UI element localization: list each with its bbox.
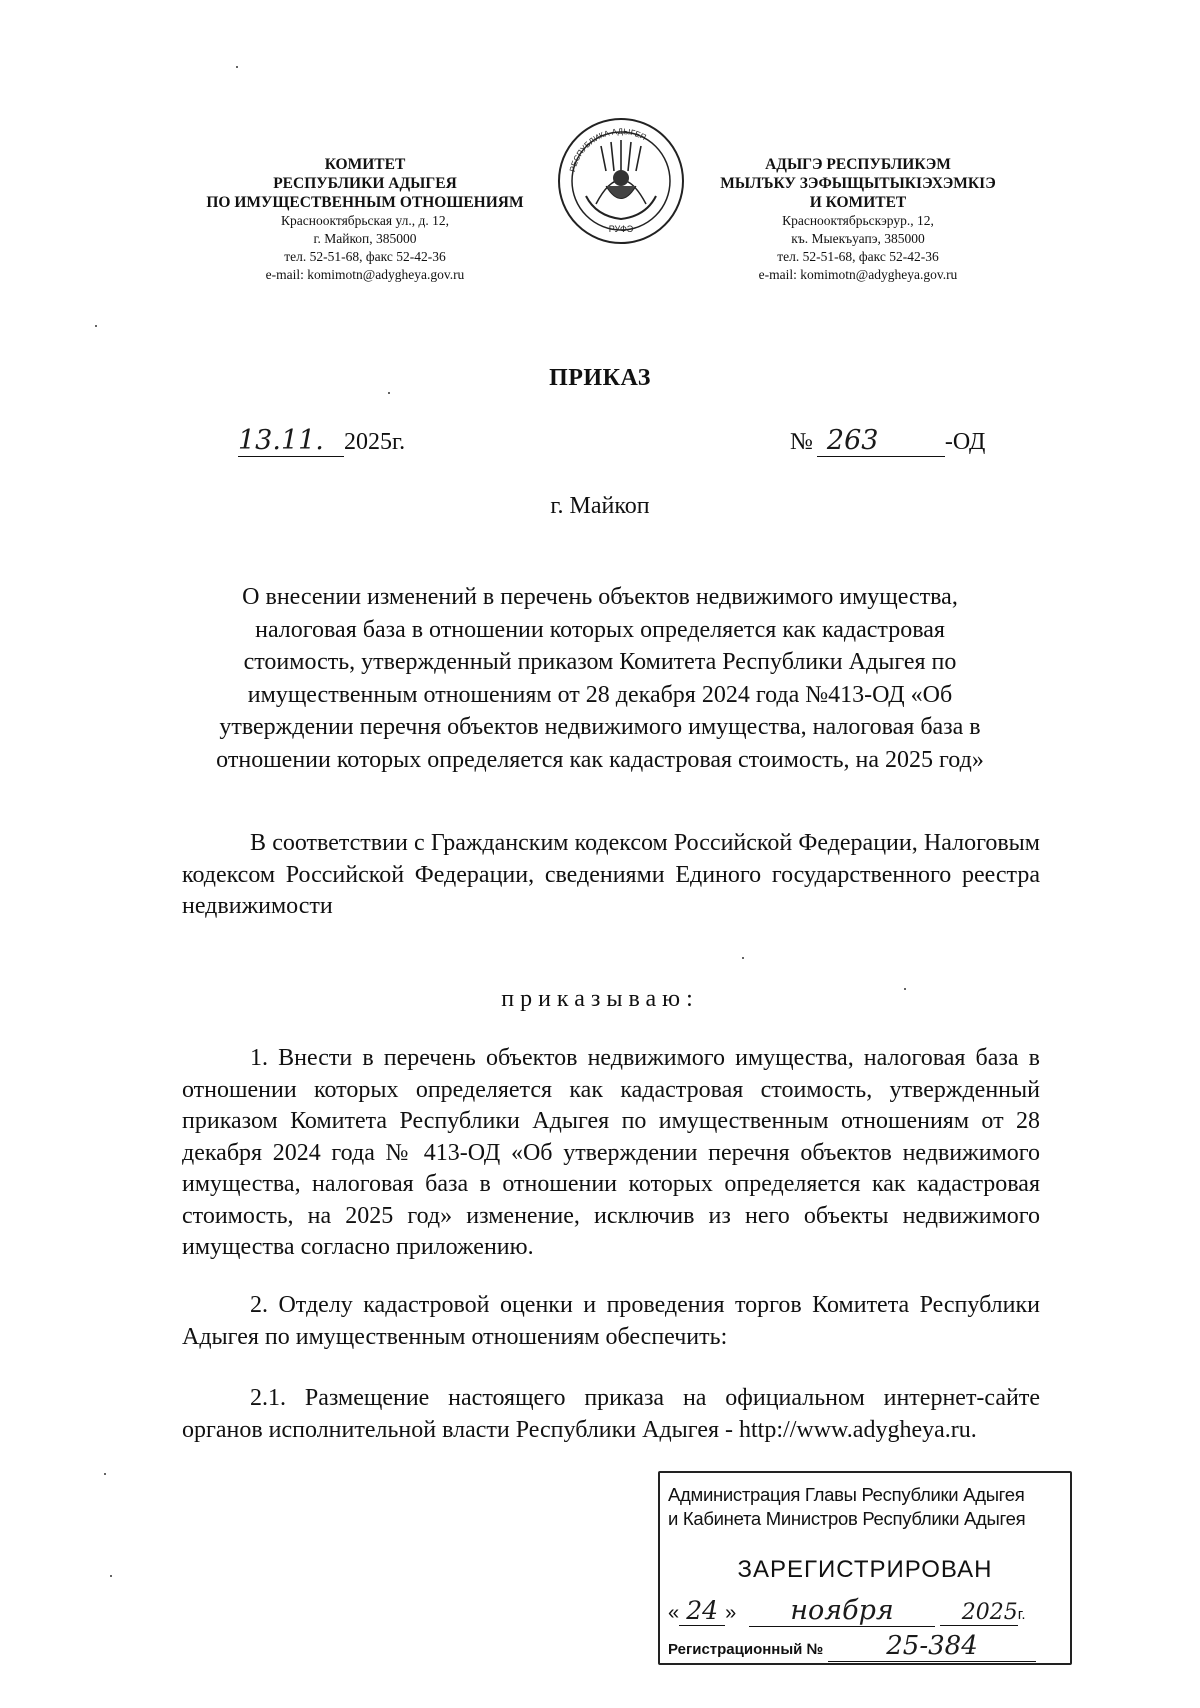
subject-line: отношении которых определяется как кадастровая стоимость, на 2025 год» <box>216 746 984 773</box>
city-label: г. Майкоп <box>550 493 650 519</box>
header-right <box>694 155 1022 284</box>
header-left-phone: тел. 52-51-68, факс 52-42-36 <box>284 249 446 264</box>
header-right-line3: И КОМИТЕТ <box>809 194 907 211</box>
document-number <box>790 425 985 457</box>
stamp-status: ЗАРЕГИСТРИРОВАН <box>737 1556 993 1583</box>
emblem-ring-text: РЕСПУБЛИКА АДЫГЕЯ <box>567 126 648 173</box>
header-right-phone: тел. 52-51-68, факс 52-42-36 <box>777 249 939 264</box>
header-right-address1: Краснооктябрьскэрур., 12, <box>782 213 934 228</box>
order-word: приказываю: <box>501 986 699 1012</box>
item-2-text: 2. Отделу кадастровой оценки и проведения торгов Комитета Республики Адыгея по имущественным отношениям обеспечить: <box>182 1292 1040 1350</box>
item-2-1-paragraph <box>182 1383 1040 1446</box>
scan-speck <box>742 957 744 959</box>
scan-speck <box>95 325 97 327</box>
number-handwritten: 263 <box>817 425 945 457</box>
subject-line: утверждении перечня объектов недвижимого имущества, налоговая база в <box>219 714 981 740</box>
scan-speck <box>904 988 906 990</box>
header-left-line2: РЕСПУБЛИКИ АДЫГЕЯ <box>273 175 457 192</box>
subject-line: имущественным отношениям от 28 декабря 2024 года №413-ОД «Об <box>247 681 953 708</box>
header-right-line1: АДЫГЭ РЕСПУБЛИКЭМ <box>765 156 951 173</box>
stamp-day-handwritten: 24 <box>679 1596 725 1626</box>
scan-speck <box>104 1473 106 1475</box>
stamp-day-close: » <box>725 1602 737 1624</box>
header-left <box>180 155 550 284</box>
scan-speck <box>236 66 238 68</box>
item-2-1-text: 2.1. Размещение настоящего приказа на официальном интернет-сайте органов исполнительной власти Республики Адыгея - http://www.adygheya.ru. <box>182 1385 1040 1443</box>
header-left-line1: КОМИТЕТ <box>324 156 406 173</box>
emblem-bottom-text: РУФЭ <box>608 224 634 234</box>
header-right-line2: МЫЛЪКУ ЗЭФЫЩЫТЫКIЭХЭМКIЭ <box>720 175 996 192</box>
coat-of-arms-emblem <box>556 116 686 246</box>
stamp-org-line2: и Кабинета Министров Республики Адыгея <box>668 1508 1026 1529</box>
order-subject <box>160 581 1040 776</box>
item-1-paragraph <box>182 1043 1040 1264</box>
document-title: ПРИКАЗ <box>549 365 651 391</box>
date-suffix: 2025г. <box>344 429 406 455</box>
stamp-day-open: « <box>668 1602 680 1624</box>
stamp-org-line1: Администрация Главы Республики Адыгея <box>668 1484 1025 1505</box>
number-suffix: -ОД <box>944 429 986 455</box>
stamp-year-suffix: г. <box>1017 1606 1026 1623</box>
header-right-address2: къ. Мыекъуапэ, 385000 <box>791 231 925 246</box>
header-left-line3: ПО ИМУЩЕСТВЕННЫМ ОТНОШЕНИЯМ <box>206 194 524 211</box>
stamp-reg-label: Регистрационный № <box>668 1641 824 1658</box>
stamp-reg-row <box>668 1631 1064 1662</box>
date-handwritten: 13.11. <box>238 425 344 457</box>
scan-speck <box>110 1575 112 1577</box>
stamp-organization <box>668 1483 1064 1531</box>
scan-speck <box>388 392 390 394</box>
stamp-date-row <box>668 1595 1064 1627</box>
item-1-text: 1. Внести в перечень объектов недвижимого имущества, налоговая база в отношении которых определяется как кадастровая стоимость, утвержденный приказом Комитета Республики Адыгея по имущественным отношениям от 28 декабря 2024 года № 413-ОД «Об утверждении перечня объектов недвижимого имущества, налоговая база в отношении которых определяется как кадастровая стоимость, на 2025 год» изменение, исключив из него объекты недвижимого имущества согласно приложению. <box>182 1045 1040 1260</box>
header-left-email: e-mail: komimotn@adygheya.gov.ru <box>265 267 465 282</box>
subject-line: О внесении изменений в перечень объектов недвижимого имущества, <box>242 584 958 610</box>
preamble-paragraph <box>182 828 1040 923</box>
header-left-address1: Краснооктябрьская ул., д. 12, <box>281 213 449 228</box>
header-right-email: e-mail: komimotn@adygheya.gov.ru <box>758 267 958 282</box>
item-2-paragraph <box>182 1290 1040 1353</box>
subject-line: стоимость, утвержденный приказом Комитета Республики Адыгея по <box>243 649 957 675</box>
number-prefix: № <box>790 429 813 455</box>
preamble-text: В соответствии с Гражданским кодексом Российской Федерации, Налоговым кодексом Российской Федерации, сведениями Единого государственного реестра недвижимости <box>182 830 1040 919</box>
subject-line: налоговая база в отношении которых определяется как кадастровая <box>255 616 945 643</box>
header-left-address2: г. Майкоп, 385000 <box>313 231 417 246</box>
stamp-year-handwritten: 2025 <box>940 1600 1018 1626</box>
stamp-reg-number-handwritten: 25-384 <box>828 1631 1036 1662</box>
document-date <box>238 425 405 457</box>
stamp-month-handwritten: ноября <box>749 1595 935 1627</box>
registration-stamp <box>658 1471 1072 1665</box>
